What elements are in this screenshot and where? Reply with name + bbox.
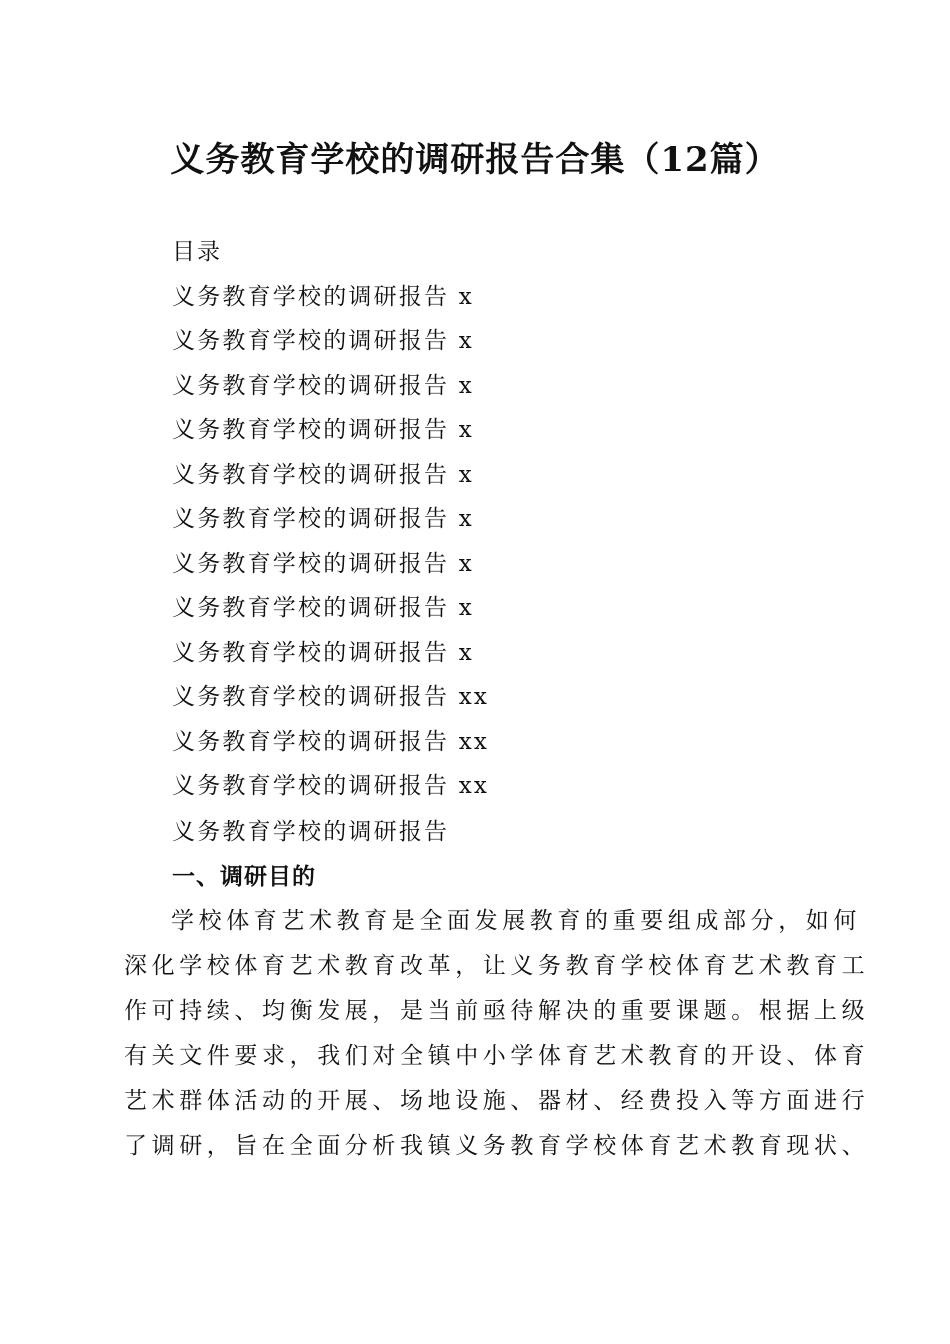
paragraph-line: 了调研，旨在全面分析我镇义务教育学校体育艺术教育现状、 — [124, 1133, 870, 1159]
toc-item[interactable]: 义务教育学校的调研报告 x — [172, 328, 474, 354]
report-title: 义务教育学校的调研报告 — [172, 819, 450, 845]
toc-item[interactable]: 义务教育学校的调研报告 xx — [172, 728, 490, 755]
paragraph-line: 有关文件要求，我们对全镇中小学体育艺术教育的开设、体育 — [124, 1043, 870, 1069]
body-paragraph — [124, 899, 870, 1169]
paragraph-line: 深化学校体育艺术教育改革，让义务教育学校体育艺术教育工 — [124, 953, 870, 979]
table-of-contents — [172, 230, 832, 809]
toc-item[interactable]: 义务教育学校的调研报告 x — [172, 639, 474, 666]
toc-item[interactable]: 义务教育学校的调研报告 x — [172, 372, 474, 399]
paragraph-line: 学校体育艺术教育是全面发展教育的重要组成部分，如何 — [171, 908, 861, 934]
section-heading: 一、调研目的 — [172, 864, 316, 890]
toc-item[interactable]: 义务教育学校的调研报告 x — [172, 283, 474, 310]
paragraph-line: 艺术群体活动的开展、场地设施、器材、经费投入等方面进行 — [124, 1088, 870, 1114]
toc-item[interactable]: 义务教育学校的调研报告 xx — [172, 773, 490, 799]
toc-item[interactable]: 义务教育学校的调研报告 x — [172, 550, 474, 577]
document-title: 义务教育学校的调研报告合集（12篇） — [170, 140, 780, 180]
toc-item[interactable]: 义务教育学校的调研报告 x — [172, 506, 474, 532]
toc-heading: 目录 — [172, 239, 222, 265]
toc-item[interactable]: 义务教育学校的调研报告 xx — [172, 684, 490, 710]
toc-item[interactable]: 义务教育学校的调研报告 x — [172, 461, 474, 488]
paragraph-line: 作可持续、均衡发展，是当前亟待解决的重要课题。根据上级 — [124, 998, 870, 1024]
toc-item[interactable]: 义务教育学校的调研报告 x — [172, 417, 474, 443]
toc-item[interactable]: 义务教育学校的调研报告 x — [172, 595, 474, 621]
